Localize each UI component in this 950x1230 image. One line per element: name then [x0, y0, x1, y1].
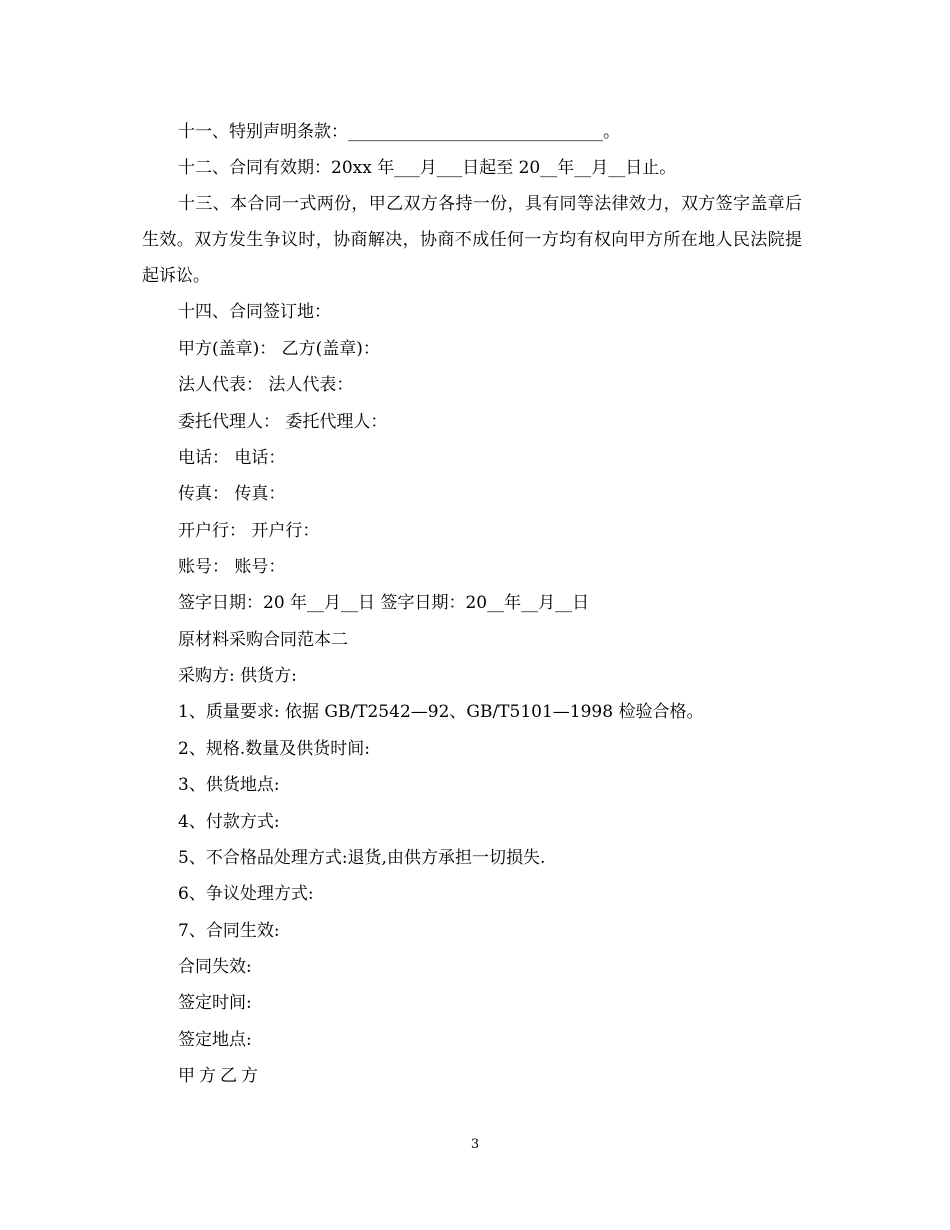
legal-representative-line: 法人代表： 法人代表： [178, 375, 354, 395]
bank-line: 开户行： 开户行： [178, 521, 320, 541]
clause-11-special-declaration: 十一、特别声明条款：______________________________。 [178, 122, 620, 142]
item-5-nonconforming-handling: 5、不合格品处理方式:退货,由供方承担一切损失. [178, 848, 546, 868]
buyer-supplier-line: 采购方: 供货方: [178, 666, 297, 686]
clause-14-signing-place: 十四、合同签订地： [178, 302, 331, 322]
page-number: 3 [470, 1137, 480, 1152]
item-7-contract-effect: 7、合同生效: [178, 921, 280, 941]
clause-13-copies-and-disputes: 十三、本合同一式两份，甲乙双方各持一份，具有同等法律效力，双方签字盖章后生效。双方发生争议时，协商解决，协商不成任何一方均有权向甲方所在地人民法院提起诉讼。 [142, 194, 802, 286]
fax-line: 传真： 传真： [178, 484, 286, 504]
account-line: 账号： 账号： [178, 557, 286, 577]
party-seal-line: 甲方(盖章)： 乙方(盖章)： [178, 339, 380, 359]
clause-12-validity-period: 十二、合同有效期：20xx 年___月___日起至 20__年__月__日止。 [178, 158, 677, 178]
contract-expiry-line: 合同失效: [178, 957, 252, 977]
item-4-payment-method: 4、付款方式: [178, 812, 280, 832]
template-two-title: 原材料采购合同范本二 [178, 630, 348, 650]
item-6-dispute-handling: 6、争议处理方式: [178, 884, 314, 904]
phone-line: 电话： 电话： [178, 448, 286, 468]
authorized-agent-line: 委托代理人： 委托代理人： [178, 412, 388, 432]
item-1-quality-requirements: 1、质量要求: 依据 GB/T2542—92、GB/T5101—1998 检验合格。 [178, 702, 704, 722]
item-3-delivery-place: 3、供货地点: [178, 775, 280, 795]
signing-place-line: 签定地点: [178, 1030, 252, 1050]
signing-date-line: 签字日期：20 年__月__日 签字日期：20__年__月__日 [178, 593, 590, 613]
party-a-party-b-line: 甲方乙方 [178, 1066, 262, 1086]
signing-time-line: 签定时间: [178, 993, 252, 1013]
item-2-spec-quantity-time: 2、规格.数量及供货时间: [178, 739, 370, 759]
